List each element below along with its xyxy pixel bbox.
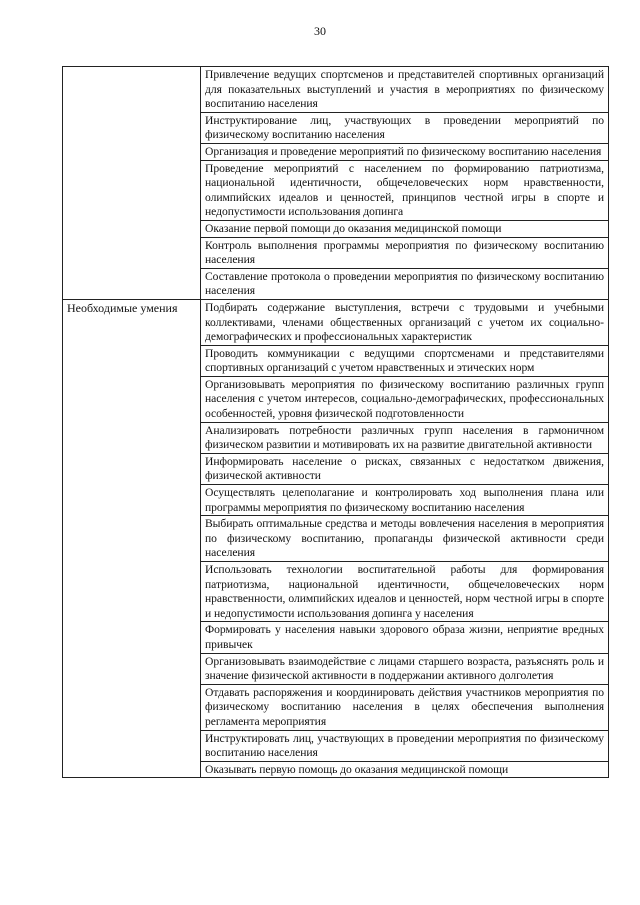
list-item: Контроль выполнения программы мероприятия по физическому воспитанию населения [201,238,608,269]
table-row-skills [63,299,609,777]
list-item: Проводить коммуникации с ведущими спортсменами и представителями спортивных организаций с учетом нравственных и этических норм [201,346,608,377]
list-item: Организовывать взаимодействие с лицами старшего возраста, разъяснять роль и значение физической активности в поддержании активного долголетия [201,654,608,685]
list-item: Выбирать оптимальные средства и методы вовлечения населения в мероприятия по физическому воспитанию, пропаганды физической активности среди населения [201,516,608,562]
list-item: Организация и проведение мероприятий по физическому воспитанию населения [201,144,608,161]
list-item: Осуществлять целеполагание и контролировать ход выполнения плана или программы мероприятия по физическому воспитанию населения [201,485,608,516]
list-item: Инструктировать лиц, участвующих в проведении мероприятия по физическому воспитанию населения [201,731,608,762]
list-item: Подбирать содержание выступления, встречи с трудовыми и учебными коллективами, членами общественных организаций с учетом их социально-демографических и профессиональных характеристик [201,300,608,346]
empty-label-cell [63,67,201,300]
list-item: Проведение мероприятий с населением по формированию патриотизма, национальной идентичности, общечеловеческих норм нравственности, олимпийских идеалов и ценностей, принципов честной игры в спорте и недопустимости использования допинга [201,161,608,221]
list-item: Информировать население о рисках, связанных с недостатком движения, физической активности [201,454,608,485]
list-item: Использовать технологии воспитательной работы для формирования патриотизма, национальной идентичности, общечеловеческих норм нравственности, олимпийских идеалов и ценностей, норм честной игры в спорте и недопустимости использования допинга у населения [201,562,608,622]
list-item: Инструктирование лиц, участвующих в проведении мероприятий по физическому воспитанию населения [201,113,608,144]
list-item: Оказание первой помощи до оказания медицинской помощи [201,221,608,238]
competency-table [62,66,609,778]
skills-cell [201,299,609,777]
list-item: Составление протокола о проведении мероприятия по физическому воспитанию населения [205,269,604,298]
page-number: 30 [314,24,326,38]
row-label: Необходимые умения [67,300,178,315]
table-row-actions [63,67,609,300]
list-item: Привлечение ведущих спортсменов и представителей спортивных организаций для показательных выступлений и участия в мероприятиях по физическому воспитанию населения [201,67,608,113]
list-item: Анализировать потребности различных групп населения в гармоничном физическом развитии и мотивировать их на развитие двигательной активности [201,423,608,454]
list-item: Отдавать распоряжения и координировать действия участников мероприятия по физическому воспитанию населения в целях обеспечения выполнения регламента мероприятия [201,685,608,731]
list-item: Формировать у населения навыки здорового образа жизни, неприятие вредных привычек [201,622,608,653]
skills-label-cell [63,299,201,777]
list-item: Оказывать первую помощь до оказания медицинской помощи [205,762,509,776]
actions-cell [201,67,609,300]
list-item: Организовывать мероприятия по физическому воспитанию различных групп населения с учетом интересов, социально-демографических, профессиональных особенностей, уровня физической подготовленности [201,377,608,423]
